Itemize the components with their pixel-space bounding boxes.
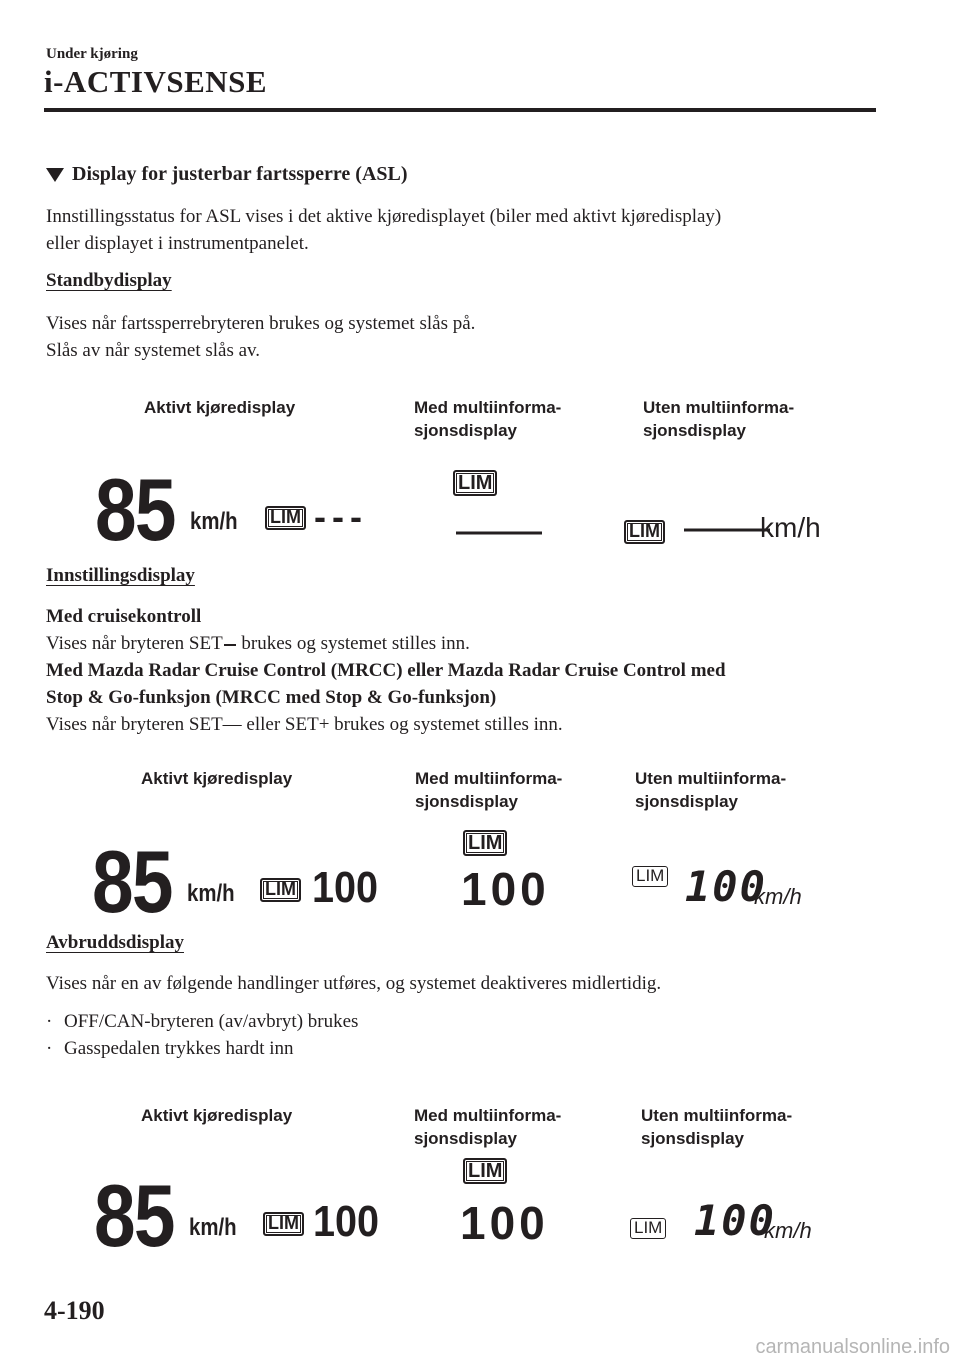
standby-line: Vises når fartssperrebryteren brukes og systemet slås på. [46,313,476,334]
set-speed: 100 [461,863,550,915]
lim-indicator: LIM [463,830,507,856]
lim-indicator: LIM [263,1212,304,1236]
standby-dashes: --- [314,496,368,537]
label-nomulti-line: Uten multiinforma- [643,398,795,417]
mrcc-text: Vises når bryteren SET— eller SET+ brukes og systemet stilles inn. [46,714,563,735]
lim-indicator: LIM [632,866,668,887]
standby-dashes: ——— [456,515,540,548]
list-item [46,1008,896,1035]
label-multi-line: Med multiinforma- [415,769,563,788]
current-speed: 85 [94,1166,174,1265]
label-nomulti-line: sjonsdisplay [635,792,738,811]
set-speed: 100 [460,1197,549,1249]
label-multi-line: Med multiinforma- [414,1106,562,1125]
label-nomulti-line: sjonsdisplay [643,421,746,440]
speed-unit: km/h [754,884,802,909]
speed-unit: km/h [187,880,235,907]
label-nomulti-line: Uten multiinforma- [635,769,787,788]
bullet-dot-icon: · [46,1011,53,1032]
label-multi-line: sjonsdisplay [414,421,517,440]
lim-indicator: LIM [453,470,497,496]
page-number: 4-190 [44,1296,105,1325]
heading [46,163,408,186]
cancel-title: Avbruddsdisplay [46,932,184,953]
lim-indicator: LIM [463,1158,507,1184]
heading-text: Display for justerbar fartssperre (ASL) [72,163,408,185]
mrcc-title: Med Mazda Radar Cruise Control (MRCC) eller Mazda Radar Cruise Control med [46,660,726,681]
watermark: carmanualsonline.info [755,1336,950,1358]
label-nomulti-line: sjonsdisplay [641,1129,744,1148]
cruise-text [46,630,896,657]
cruise-title: Med cruisekontroll [46,606,202,627]
bullet-dot-icon: · [46,1038,53,1059]
speed-unit: km/h [760,512,821,543]
list-item [46,1035,896,1062]
label-nomulti [641,1104,792,1150]
list-item-text: Gasspedalen trykkes hardt inn [64,1038,294,1059]
label-multi [415,767,562,813]
list-item-text: OFF/CAN-bryteren (av/avbryt) brukes [64,1011,359,1032]
triangle-bullet-icon [46,168,64,182]
standby-title: Standbydisplay [46,270,172,291]
chapter-label: Under kjøring [46,46,138,62]
label-nomulti-line: Uten multiinforma- [641,1106,793,1125]
cancel-bullets [46,1008,896,1062]
label-active: Aktivt kjøredisplay [141,1106,293,1125]
label-multi-line: Med multiinforma- [414,398,562,417]
speed-unit: km/h [189,1214,237,1241]
speed-unit: km/h [764,1218,812,1243]
lim-indicator: LIM [260,878,301,902]
standby-line: Slås av når systemet slås av. [46,340,261,361]
cancel-text: Vises når en av følgende handlinger utføres, og systemet deaktiveres midlertidig. [46,973,662,994]
standby-text [46,310,896,364]
current-speed: 85 [92,832,172,931]
cruise-text-post: brukes og systemet stilles inn. [236,633,470,654]
intro-text [46,203,896,257]
label-multi-line: sjonsdisplay [415,792,518,811]
label-multi [414,396,561,442]
settings-text [46,603,896,738]
intro-line: eller displayet i instrumentpanelet. [46,233,309,254]
label-active: Aktivt kjøredisplay [141,769,293,788]
lim-indicator: LIM [265,506,306,530]
set-speed: 100 [685,862,767,911]
label-nomulti [643,396,794,442]
label-multi-line: sjonsdisplay [414,1129,517,1148]
label-active: Aktivt kjøredisplay [144,398,296,417]
mrcc-title: Stop & Go-funksjon (MRCC med Stop & Go-funksjon) [46,687,497,708]
label-nomulti [635,767,786,813]
intro-line: Innstillingsstatus for ASL vises i det aktive kjøredisplayet (biler med aktivt kjøredisplay) [46,206,722,227]
label-multi [414,1104,561,1150]
cruise-text-pre: Vises når bryteren SET [46,633,223,654]
lim-indicator: LIM [630,1218,666,1239]
settings-title: Innstillingsdisplay [46,565,195,586]
section-title: i-ACTIVSENSE [44,64,268,99]
speed-unit: km/h [190,508,238,535]
minus-symbol-icon [224,644,236,646]
set-speed: 100 [694,1196,776,1245]
set-speed: 100 [313,1197,380,1246]
current-speed: 85 [95,460,175,559]
lim-indicator: LIM [624,520,665,544]
header-rule [44,108,876,112]
set-speed: 100 [312,863,379,912]
standby-dashes: ——— [684,512,768,545]
